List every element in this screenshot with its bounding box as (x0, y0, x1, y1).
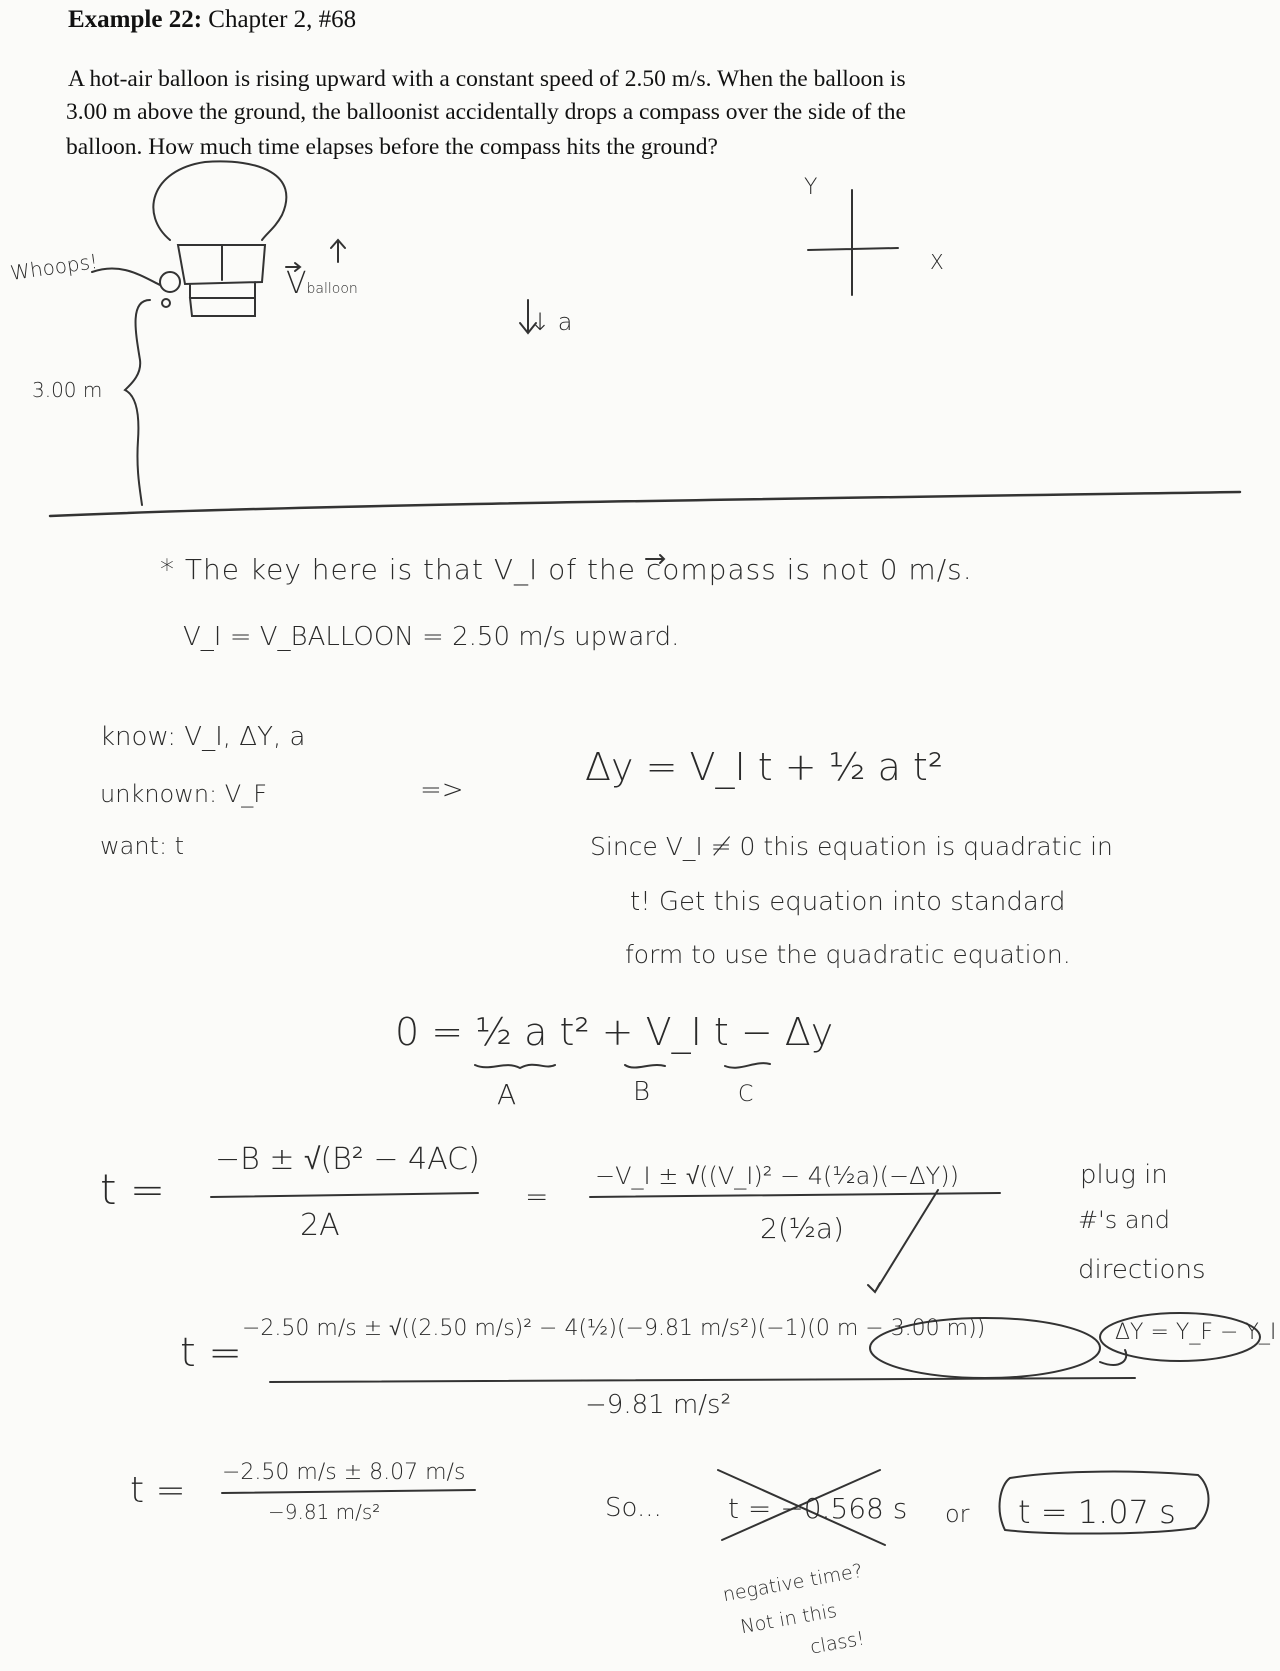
kinematic-equation: Δy = V_I t + ½ a t² (585, 745, 944, 789)
implies-arrow: => (420, 775, 464, 805)
so-label: So... (605, 1493, 662, 1523)
explanation-line-3: form to use the quadratic equation. (625, 940, 1071, 969)
ground-line (50, 492, 1240, 516)
problem-line-3: balloon. How much time elapses before the compass hits the ground? (66, 134, 718, 160)
result-denominator: −9.81 m/s² (268, 1500, 381, 1524)
coefficient-c-label: C (738, 1082, 754, 1107)
title-chapter: Chapter 2, #68 (208, 6, 357, 33)
numeric-denominator: −9.81 m/s² (585, 1390, 731, 1420)
balloon-basket (178, 245, 265, 316)
substituted-numerator: −V_I ± √((V_I)² − 4(½a)(−ΔY)) (595, 1162, 959, 1190)
quadratic-numerator: −B ± √(B² − 4AC) (215, 1142, 480, 1177)
axis-y-label: Y (804, 175, 818, 200)
plug-in-note-1: plug in (1080, 1160, 1168, 1190)
plug-in-note-3: directions (1078, 1255, 1206, 1285)
result-t-lhs: t = (130, 1470, 186, 1511)
balloonist-head (160, 272, 180, 292)
negative-time-note-3: class! (808, 1627, 867, 1659)
equals-sign: = (525, 1180, 549, 1213)
pointer-arrow (868, 1190, 938, 1292)
explanation-line-1: Since V_I ≠ 0 this equation is quadratic in (590, 832, 1113, 861)
balloon-envelope (153, 161, 286, 240)
height-brace (125, 300, 150, 505)
key-insight: * The key here is that V_I of the compass is not 0 m/s. (160, 553, 973, 586)
quadratic-t-lhs: t = (100, 1165, 166, 1214)
negative-time-note-1: negative time? (721, 1559, 865, 1607)
numeric-t-lhs: t = (180, 1330, 242, 1376)
known-list: know: V_I, ΔY, a (100, 722, 306, 752)
problem-line-2: 3.00 m above the ground, the balloonist accidentally drops a compass over the side of the (66, 99, 906, 125)
coefficient-b-label: B (633, 1077, 651, 1107)
displacement-definition: ΔY = Y_F − Y_I (1115, 1320, 1277, 1345)
standard-form-equation: 0 = ½ a t² + V_I t − Δy (395, 1010, 834, 1054)
title-example-number: Example 22: (68, 6, 203, 33)
initial-velocity-line: V_I = V_BALLOON = 2.50 m/s upward. (183, 622, 680, 652)
v-balloon-label: Vballoon (286, 266, 358, 301)
coefficient-a-label: A (497, 1078, 517, 1111)
axis-cross (808, 190, 898, 295)
substituted-denominator: 2(½a) (760, 1212, 844, 1245)
unknown-list: unknown: V_F (100, 780, 267, 808)
whoops-label: Whoops! (8, 248, 100, 286)
axis-x-label: X (930, 250, 944, 274)
negative-time-note-2: Not in this (738, 1599, 839, 1639)
negative-root: t = −0.568 s (728, 1492, 908, 1525)
problem-line-1: A hot-air balloon is rising upward with a constant speed of 2.50 m/s. When the balloon is (68, 66, 906, 92)
height-label: 3.00 m (32, 378, 103, 402)
acceleration-label: ↓ a (530, 308, 573, 336)
plug-in-note-2: #'s and (1078, 1206, 1170, 1234)
want-list: want: t (100, 832, 185, 860)
explanation-line-2: t! Get this equation into standard (630, 887, 1066, 917)
quadratic-denominator: 2A (300, 1208, 340, 1243)
numeric-numerator: −2.50 m/s ± √((2.50 m/s)² − 4(½)(−9.81 m/s²)(−1)(0 m − 3.00 m)) (242, 1316, 986, 1341)
final-answer: t = 1.07 s (1018, 1493, 1176, 1531)
result-numerator: −2.50 m/s ± 8.07 m/s (222, 1460, 466, 1485)
or-label: or (945, 1500, 970, 1528)
compass-icon (162, 299, 170, 307)
